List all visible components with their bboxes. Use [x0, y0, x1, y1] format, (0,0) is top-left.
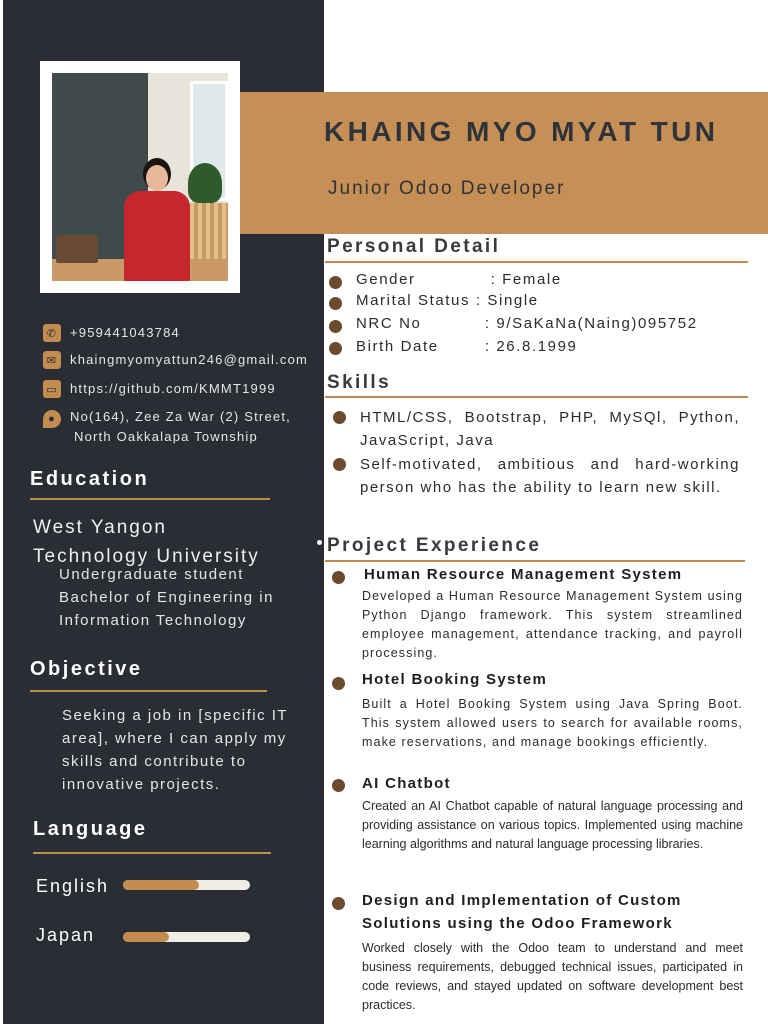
contact-phone: [43, 324, 333, 343]
personal-detail-divider: [325, 261, 748, 263]
contact-address: [43, 410, 333, 447]
gender-field: Gender : Female: [356, 271, 562, 288]
objective-line-1: Seeking a job in [specific IT: [62, 707, 289, 724]
contact-email: [43, 351, 333, 370]
objective-text: [62, 704, 324, 796]
candidate-role: Junior Odoo Developer: [328, 178, 566, 199]
objective-divider: [30, 690, 267, 692]
marital-status-field: Marital Status : Single: [356, 292, 539, 309]
project-desc-3: Created an AI Chatbot capable of natural language processing and providing assistance on various topics. Implemented using machine learning algorithms and natural language processing libraries.: [362, 799, 743, 851]
phone-icon: ✆: [43, 324, 61, 342]
profile-photo-image: [52, 73, 228, 281]
bullet-dot: [329, 297, 342, 310]
bullet-dot: [329, 342, 342, 355]
objective-line-2: area], where I can apply my: [62, 730, 287, 747]
candidate-name: KHAING MYO MYAT TUN: [324, 116, 719, 147]
language-english-fill: [123, 880, 199, 890]
profile-photo: [40, 61, 240, 293]
github-link[interactable]: https://github.com/KMMT1999: [70, 381, 276, 396]
education-heading: Education: [30, 468, 150, 490]
header-band: [240, 92, 768, 234]
project-title-4: Design and Implementation of Custom Solutions using the Odoo Framework: [362, 892, 682, 932]
objective-line-4: innovative projects.: [62, 776, 221, 793]
project-desc-1: Developed a Human Resource Management System using Python Django framework. This system streamlined employee management, attendance tracking, and payroll processing.: [362, 589, 743, 660]
bullet-dot: [332, 571, 345, 584]
address-line1: No(164), Zee Za War (2) Street,: [70, 409, 291, 424]
bullet-dot: [332, 779, 345, 792]
education-details: [59, 563, 274, 632]
bullet-dot: [332, 677, 345, 690]
nrc-field: NRC No : 9/SaKaNa(Naing)095752: [356, 315, 698, 332]
school-line2: Technology University: [33, 546, 260, 567]
address-text: [70, 407, 291, 447]
language-japan-label: Japan: [36, 925, 96, 945]
project-experience-heading: Project Experience: [327, 535, 542, 556]
laptop-icon: ▭: [43, 380, 61, 398]
bullet-dot: [329, 276, 342, 289]
phone-text: +959441043784: [70, 325, 180, 340]
bullet-dot: [333, 458, 346, 471]
project-desc-4: Worked closely with the Odoo team to understand and meet business requirements, debugged technical issues, participated in code reviews, and stayed updated on software development best practices.: [362, 941, 743, 1012]
skill-item-2: Self-motivated, ambitious and hard-working person who has the ability to learn new skill.: [360, 456, 740, 496]
education-divider: [30, 498, 270, 500]
language-heading: Language: [33, 818, 148, 840]
language-japan-bar: [123, 932, 250, 942]
personal-detail-heading: Personal Detail: [327, 236, 501, 257]
objective-line-3: skills and contribute to: [62, 753, 247, 770]
school-line1: West Yangon: [33, 517, 167, 538]
skills-heading: Skills: [327, 372, 392, 393]
language-english-bar: [123, 880, 250, 890]
language-english-label: English: [36, 876, 110, 896]
birth-date-field: Birth Date : 26.8.1999: [356, 338, 578, 355]
project-title-3: AI Chatbot: [362, 775, 451, 792]
email-text: khaingmyomyattun246@gmail.com: [70, 352, 309, 367]
skill-item-1: HTML/CSS, Bootstrap, PHP, MySQl, Python, JavaScript, Java: [360, 409, 740, 449]
location-pin-icon: ●: [43, 410, 61, 428]
email-icon: ✉: [43, 351, 61, 369]
project-title-1: Human Resource Management System: [364, 566, 683, 583]
education-detail-3: Information Technology: [59, 612, 247, 629]
bullet-dot: [329, 320, 342, 333]
education-detail-1: Undergraduate student: [59, 566, 244, 583]
contact-github: [43, 380, 333, 399]
bullet-dot: [333, 411, 346, 424]
project-experience-divider: [325, 560, 745, 562]
project-desc-2: Built a Hotel Booking System using Java Spring Boot. This system allowed users to search for available rooms, make reservations, and manage bookings efficiently.: [362, 697, 743, 749]
skills-divider: [325, 396, 748, 398]
project-title-2: Hotel Booking System: [362, 671, 548, 688]
decorative-dot: [317, 540, 322, 545]
language-divider: [33, 852, 271, 854]
address-line2: North Oakkalapa Township: [74, 429, 258, 444]
objective-heading: Objective: [30, 658, 143, 680]
bullet-dot: [332, 897, 345, 910]
education-detail-2: Bachelor of Engineering in: [59, 589, 274, 606]
language-japan-fill: [123, 932, 169, 942]
